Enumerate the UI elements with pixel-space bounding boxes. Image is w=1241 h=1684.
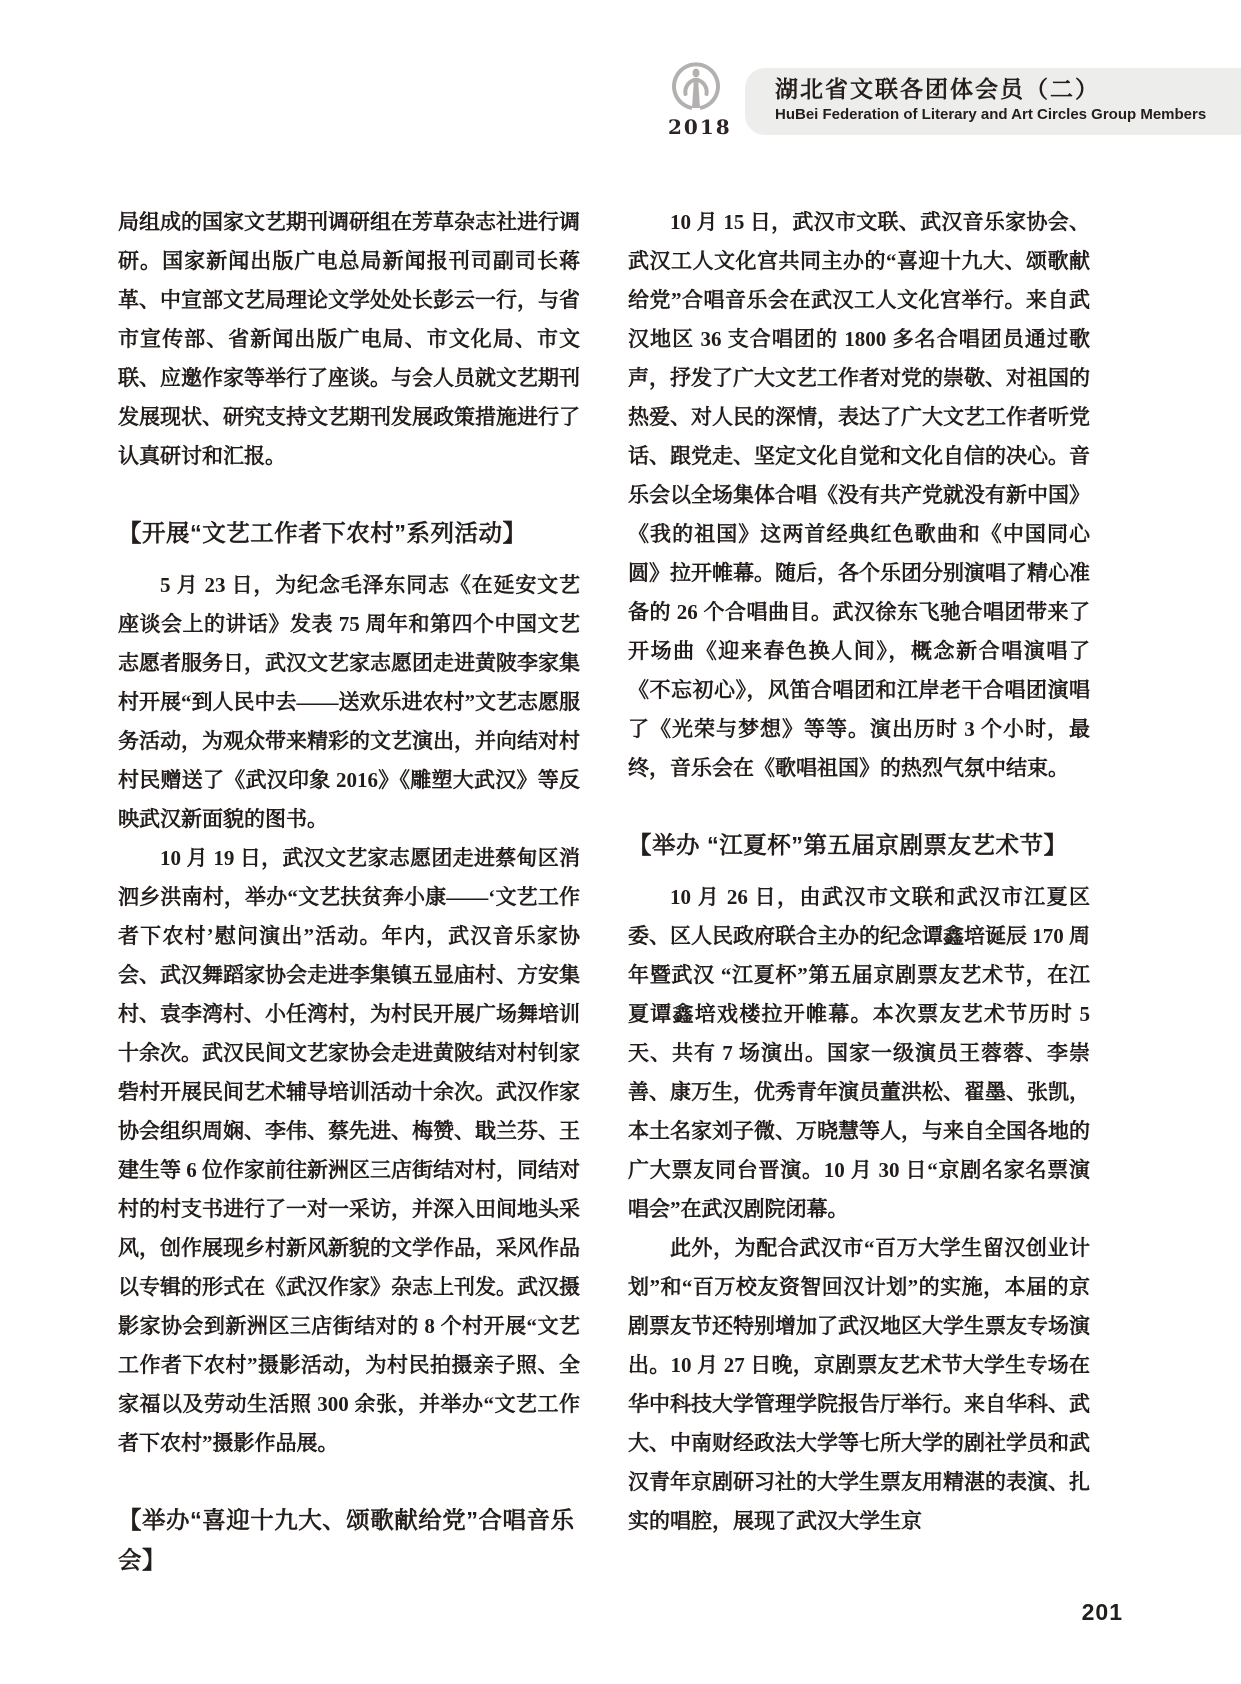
section-heading: 【开展“文艺工作者下农村”系列活动】 [118, 520, 527, 546]
section-heading: 【举办 “江夏杯”第五届京剧票友艺术节】 [628, 832, 1068, 858]
paragraph: 此外，为配合武汉市“百万大学生留汉创业计划”和“百万校友资智回汉计划”的实施，本届的京剧票友节还特别增加了武汉地区大学生票友专场演出。10 月 27 日晚，京剧票友艺术节大学生专场在华中科技大学管理学院报告厅举行。来自华科、武大、中南财经政法大学等七所大学的剧社学员和武汉青年京剧研习社的大学生票友用精湛的表演、扎实的唱腔，展现了武汉大学生京 [628, 1236, 1090, 1533]
page-title: 湖北省文联各团体会员（二） [775, 76, 1100, 102]
paragraph: 10 月 15 日，武汉市文联、武汉音乐家协会、武汉工人文化宫共同主办的“喜迎十九大、颂歌献给党”合唱音乐会在武汉工人文化宫举行。来自武汉地区 36 支合唱团的 1800 多名合唱团员通过歌声，抒发了广大文艺工作者对党的崇敬、对祖国的热爱、对人民的深情，表达了广大文艺工作者听党话、跟党走、坚定文化自觉和文化自信的决心。音乐会以全场集体合唱《没有共产党就没有新中国》《我的祖国》这两首经典红色歌曲和《中国同心圆》拉开帷幕。随后，各个乐团分别演唱了精心准备的 26 个合唱曲目。武汉徐东飞驰合唱团带来了开场曲《迎来春色换人间》，概念新合唱演唱了《不忘初心》，风笛合唱团和江岸老干合唱团演唱了《光荣与梦想》等等。演出历时 3 个小时，最终，音乐会在《歌唱祖国》的热烈气氛中结束。 [628, 210, 1090, 780]
federation-logo-icon [668, 62, 724, 112]
page-number: 201 [1081, 1599, 1123, 1625]
logo-year: 2018 [668, 115, 732, 139]
paragraph: 10 月 19 日，武汉文艺家志愿团走进蔡甸区消泗乡洪南村，举办“文艺扶贫奔小康——‘文艺工作者下农村’慰问演出”活动。年内，武汉音乐家协会、武汉舞蹈家协会走进李集镇五显庙村、方安集村、袁李湾村、小任湾村，为村民开展广场舞培训十余次。武汉民间文艺家协会走进黄陂结对村钊家砦村开展民间艺术辅导培训活动十余次。武汉作家协会组织周娴、李伟、蔡先进、梅赞、戢兰芬、王建生等 6 位作家前往新洲区三店街结对村，同结对村的村支书进行了一对一采访，并深入田间地头采风，创作展现乡村新风新貌的文学作品，采风作品以专辑的形式在《武汉作家》杂志上刊发。武汉摄影家协会到新洲区三店街结对的 8 个村开展“文艺工作者下农村”摄影活动，为村民拍摄亲子照、全家福以及劳动生活照 300 余张，并举办“文艺工作者下农村”摄影作品展。 [118, 846, 580, 1455]
right-column [628, 203, 1090, 1541]
paragraph: 5 月 23 日，为纪念毛泽东同志《在延安文艺座谈会上的讲话》发表 75 周年和第四个中国文艺志愿者服务日，武汉文艺家志愿团走进黄陂李家集村开展“到人民中去——送欢乐进农村”文艺志愿服务活动，为观众带来精彩的文艺演出，并向结对村村民赠送了《武汉印象 2016》《雕塑大武汉》等反映武汉新面貌的图书。 [118, 573, 580, 831]
paragraph: 10 月 26 日，由武汉市文联和武汉市江夏区委、区人民政府联合主办的纪念谭鑫培诞辰 170 周年暨武汉 “江夏杯”第五届京剧票友艺术节，在江夏谭鑫培戏楼拉开帷幕。本次票友艺术节历时 5 天、共有 7 场演出。国家一级演员王蓉蓉、李崇善、康万生，优秀青年演员董洪松、翟墨、张凯，本土名家刘子微、万晓慧等人，与来自全国各地的广大票友同台晋演。10 月 30 日“京剧名家名票演唱会”在武汉剧院闭幕。 [628, 885, 1090, 1221]
header-band [745, 68, 1241, 135]
page-subtitle: HuBei Federation of Literary and Art Circles Group Members [775, 106, 1207, 123]
federation-logo [668, 62, 732, 139]
section-heading: 【举办“喜迎十九大、颂歌献给党”合唱音乐会】 [118, 1507, 575, 1573]
paragraph: 局组成的国家文艺期刊调研组在芳草杂志社进行调研。国家新闻出版广电总局新闻报刊司副司长蒋革、中宣部文艺局理论文学处处长彭云一行，与省市宣传部、省新闻出版广电局、市文化局、市文联、应邀作家等举行了座谈。与会人员就文艺期刊发展现状、研究支持文艺期刊发展政策措施进行了认真研讨和汇报。 [118, 210, 580, 468]
left-column [118, 203, 580, 1593]
